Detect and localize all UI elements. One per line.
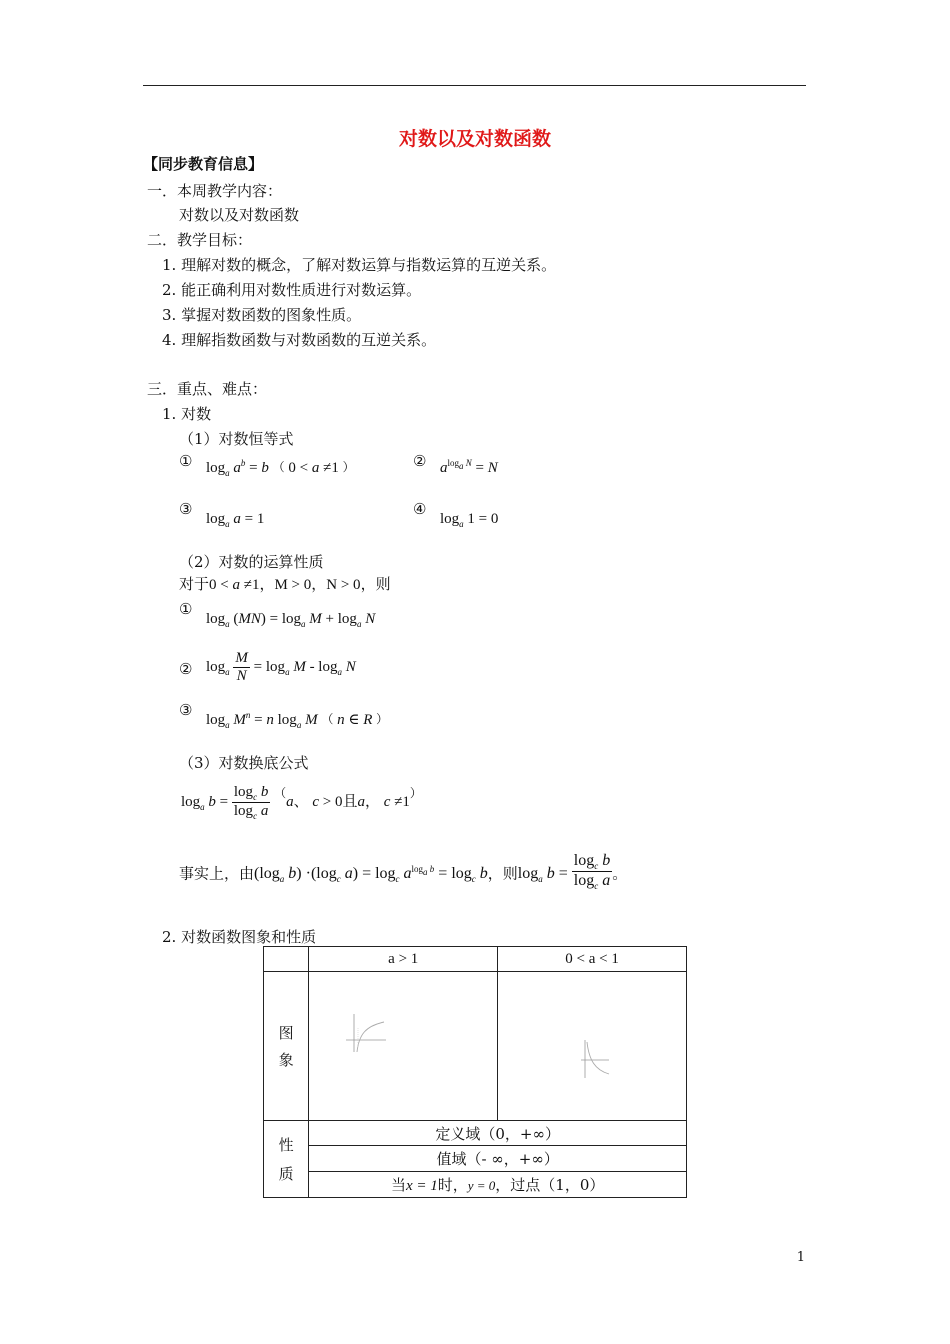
goal-item: 1. 理解对数的概念，了解对数运算与指数运算的互逆关系。	[162, 256, 557, 274]
s1-label: 一．本周教学内容：	[147, 182, 283, 200]
marker-op-3: ③	[179, 701, 193, 719]
formula-op-1: $\log_a (MN) = \log_a M + \log_a N$	[206, 611, 376, 629]
table-corner	[264, 947, 309, 972]
s2-label: 二．教学目标：	[147, 231, 253, 249]
ops-condition: 对于0 < a ≠1，M > 0，N > 0，则	[179, 575, 391, 593]
prop-domain: 定义域（0，+∞）	[309, 1121, 687, 1146]
col-header-a-lt-1: 0 < a < 1	[498, 947, 687, 972]
goal-item: 3. 掌握对数函数的图象性质。	[162, 306, 362, 324]
s4-label: 2. 对数函数图象和性质	[162, 928, 317, 946]
col-header-a-gt-1: a > 1	[309, 947, 498, 972]
section-header: 【同步教育信息】	[143, 155, 264, 173]
marker-2: ②	[413, 452, 427, 470]
formula-change-of-base: $\log_a b$ = $\frac{\log_c b}{\log_c a}$ （a、 c > 0且a， c ≠1）	[181, 784, 422, 821]
goal-item: 4. 理解指数函数与对数函数的互逆关系。	[162, 331, 437, 349]
formula-op-3: $\log_a M^n = n$ $\log_a M$ （ n ∈ R ）	[206, 710, 389, 730]
proof-line: 事实上，由($\log_a$ $b) \cdot(\log_c$ $a) = \log_c a^{log_a b} = \log_c b$，则$\log_a b$ = $\frac{\log_c b}{\log_c a}$ 。	[179, 852, 628, 892]
log-function-table	[263, 946, 687, 1198]
prop-fixed-point: 当x = 1时，y = 0，过点（1，0）	[309, 1172, 687, 1198]
marker-1: ①	[179, 452, 193, 470]
identity-heading: （1）对数恒等式	[179, 430, 294, 448]
formula-identity-2: $a^{log_a N} = N$	[440, 458, 498, 476]
log-graph-decreasing	[499, 972, 685, 1116]
s3-sub1: 1. 对数	[162, 405, 212, 423]
marker-op-2: ②	[179, 660, 193, 678]
formula-identity-4: $\log_a 1 = 0$	[440, 511, 499, 529]
s3-label: 三．重点、难点：	[147, 380, 268, 398]
s1-content: 对数以及对数函数	[179, 206, 300, 224]
page-number: 1	[796, 1250, 805, 1265]
prop-range: 值域（- ∞，+∞）	[309, 1146, 687, 1172]
marker-3: ③	[179, 500, 193, 518]
graph-a-lt-1	[498, 972, 687, 1121]
row-label-image: 图 象	[264, 972, 309, 1121]
change-heading: （3）对数换底公式	[179, 754, 309, 772]
row-label-properties: 性 质	[264, 1121, 309, 1198]
page-title: 对数以及对数函数	[398, 128, 551, 150]
marker-4: ④	[413, 500, 427, 518]
header-rule	[143, 85, 806, 86]
formula-identity-3: $\log_a a = 1$	[206, 511, 265, 529]
formula-identity-1: $\log_a a^b = b$ （ 0 < a ≠1 ）	[206, 458, 355, 478]
formula-op-2: $\log_a$ $\frac{M}{N}$ = $\log_a M - \log_a N$	[206, 650, 356, 684]
graph-a-gt-1	[309, 972, 498, 1121]
goal-item: 2. 能正确利用对数性质进行对数运算。	[162, 281, 422, 299]
marker-op-1: ①	[179, 600, 193, 618]
ops-heading: （2）对数的运算性质	[179, 553, 324, 571]
log-graph-increasing	[310, 972, 496, 1116]
